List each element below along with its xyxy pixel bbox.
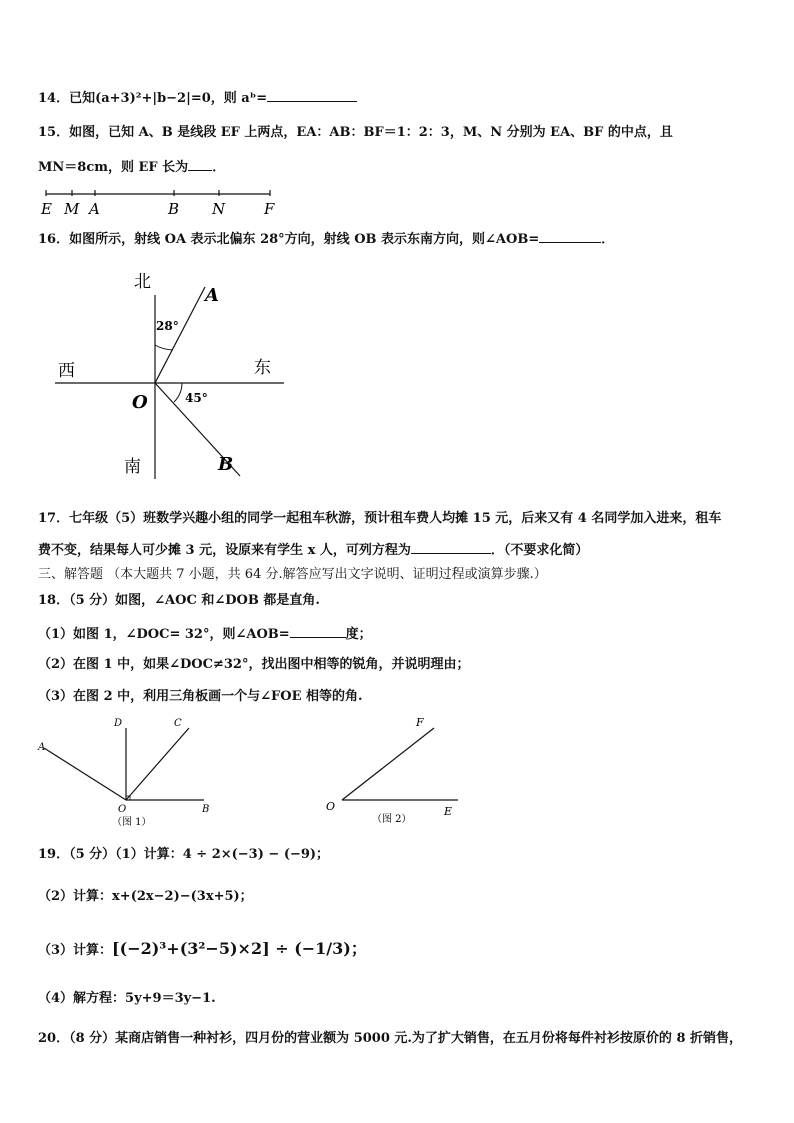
q18-figure-1: [30, 712, 230, 830]
fig1-label-A: A: [38, 742, 46, 753]
q19-part3: [38, 940, 764, 960]
q15-line1: 15．如图，已知 A、B 是线段 EF 上两点，EA：AB：BF＝1：2：3，M、N 分别为 EA、BF 的中点，且: [38, 125, 673, 140]
label-F: F: [264, 200, 275, 218]
fig2-caption: （图 2）: [372, 814, 412, 825]
label-A: A: [89, 200, 100, 218]
fig1-label-B: B: [202, 804, 210, 815]
label-O: O: [132, 392, 148, 413]
fig1-caption: （图 1）: [112, 817, 152, 828]
q20-line1: 20．（8 分）某商店销售一种衬衫，四月份的营业额为 5000 元.为了扩大销售，在五月份将每件衬衫按原价的 8 折销售，: [38, 1031, 743, 1046]
q16-period: ．: [601, 232, 615, 247]
q14-line: [38, 88, 764, 108]
q18-part3: （3）在图 2 中，利用三角板画一个与∠FOE 相等的角.: [38, 689, 363, 704]
q14-text: 14．已知(a+3)²+|b−2|=0，则 aᵇ=: [38, 91, 268, 106]
q17-text: 费不变，结果每人可少摊 3 元，设原来有学生 x 人，可列方程为: [38, 543, 411, 558]
label-B: B: [168, 200, 180, 218]
fig2-label-E: E: [444, 805, 453, 818]
label-E: E: [41, 200, 52, 218]
fig1-label-O: O: [118, 804, 127, 815]
q16-direction-figure: [50, 265, 300, 485]
q18-part1-text: （1）如图 1，∠DOC= 32°，则∠AOB=: [38, 627, 290, 642]
section-heading: 三、解答题 （本大题共 7 小题，共 64 分.解答应写出文字说明、证明过程或演算步骤.）: [38, 567, 547, 582]
label-A: A: [205, 285, 219, 306]
fig2-label-O: O: [326, 800, 336, 813]
q15-segment-figure: [38, 188, 288, 220]
label-east: 东: [254, 358, 271, 378]
q19-part3-label: （3）计算：: [38, 943, 113, 958]
q15-text: MN＝8cm，则 EF 长为: [38, 160, 189, 175]
q17-note: ．（不要求化简）: [490, 543, 589, 558]
q19-part2: （2）计算：x+(2x−2)−(3x+5)；: [38, 889, 253, 904]
q18-intro: 18．（5 分）如图，∠AOC 和∠DOB 都是直角.: [38, 593, 320, 608]
label-N: N: [212, 200, 226, 218]
fig1-label-D: D: [114, 718, 123, 729]
q14-answer-blank[interactable]: [267, 88, 357, 102]
q15-period: ．: [212, 160, 226, 175]
q18-part1: [38, 624, 764, 644]
q18-answer-blank[interactable]: [290, 624, 346, 638]
q17-answer-blank[interactable]: [411, 540, 491, 554]
q15-line2: [38, 157, 764, 177]
q17-line1: 17．七年级（5）班数学兴趣小组的同学一起租车秋游，预计租车费人均摊 15 元，后来又有 4 名同学加入进来，租车: [38, 511, 722, 526]
q19-part1: 19．（5 分）（1）计算：4 ÷ 2×(−3) − (−9)；: [38, 847, 330, 862]
q17-line2: [38, 540, 764, 560]
label-west: 西: [58, 361, 75, 381]
label-north: 北: [134, 272, 151, 292]
q16-text: 16．如图所示，射线 OA 表示北偏东 28°方向，射线 OB 表示东南方向，则∠AOB=: [38, 232, 540, 247]
q18-part2: （2）在图 1 中，如果∠DOC≠32°，找出图中相等的锐角，并说明理由；: [38, 657, 470, 672]
label-south: 南: [124, 457, 141, 477]
label-M: M: [64, 200, 80, 218]
angle-45-label: 45°: [185, 391, 208, 405]
fig2-label-F: F: [416, 716, 424, 729]
q18-figure-2: [320, 712, 470, 830]
fig1-label-C: C: [174, 718, 182, 729]
label-B: B: [218, 454, 234, 475]
q18-part1-unit: 度；: [345, 627, 372, 642]
q15-answer-blank[interactable]: [188, 157, 212, 171]
q16-line: [38, 229, 764, 249]
q19-part3-expression: [(−2)³+(3²−5)×2] ÷ (−1/3)；: [112, 939, 367, 958]
q19-part4: （4）解方程：5y+9＝3y−1.: [38, 991, 216, 1006]
q16-answer-blank[interactable]: [539, 229, 601, 243]
angle-28-label: 28°: [156, 319, 179, 333]
